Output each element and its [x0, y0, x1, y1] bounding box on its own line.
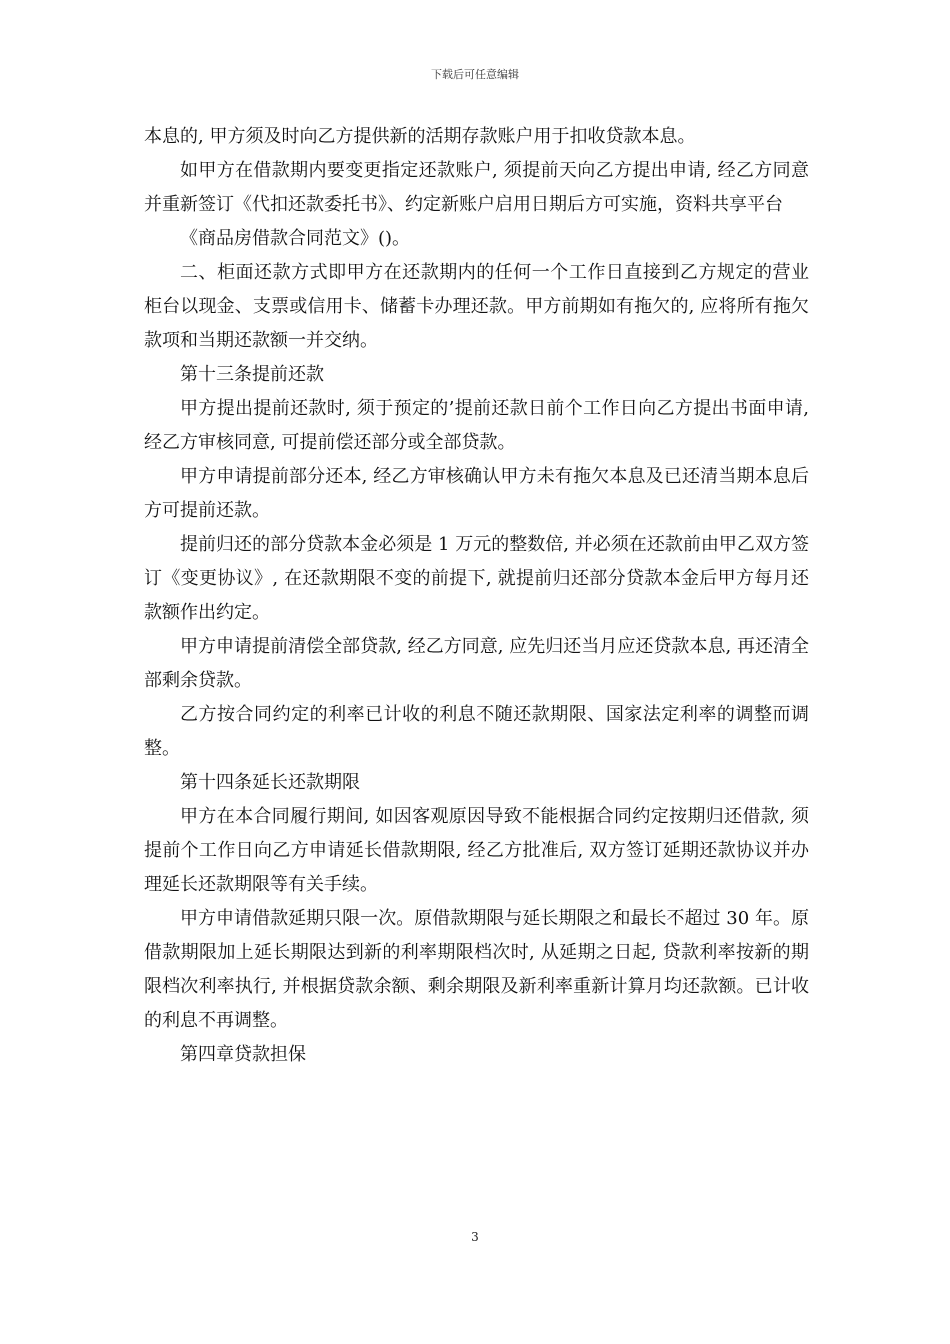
- paragraph-1: 本息的, 甲方须及时向乙方提供新的活期存款账户用于扣收贷款本息。: [144, 126, 696, 147]
- paragraph-12: 甲方在本合同履行期间, 如因客观原因导致不能根据合同约定按期归还借款, 须提前个工作日向乙方申请延长借款期限, 经乙方批准后, 双方签订延期还款协议并办理延长还款期限等有关手续。: [144, 806, 809, 895]
- paragraph-2: 如甲方在借款期内要变更指定还款账户, 须提前天向乙方提出申请, 经乙方同意并重新签订《代扣还款委托书》、约定新账户启用日期后方可实施，资料共享平台: [144, 160, 809, 215]
- chapter-heading-4: 第四章贷款担保: [180, 1044, 306, 1065]
- paragraph-13: 甲方申请借款延期只限一次。原借款期限与延长期限之和最长不超过 30 年。原借款期限加上延长期限达到新的利率期限档次时, 从延期之日起, 贷款利率按新的期限档次利率执行, 并根据贷款余额、剩余期限及新利率重新计算月均还款额。已计收的利息不再调整。: [144, 908, 809, 1031]
- document-body: [144, 120, 809, 1072]
- section-heading-article-14: 第十四条延长还款期限: [180, 772, 360, 793]
- header-note: 下载后可任意编辑: [431, 68, 519, 81]
- paragraph-7: 甲方申请提前部分还本, 经乙方审核确认甲方未有拖欠本息及已还清当期本息后方可提前还款。: [144, 466, 809, 521]
- paragraph-9: 甲方申请提前清偿全部贷款, 经乙方同意, 应先归还当月应还贷款本息, 再还清全部剩余贷款。: [144, 636, 809, 691]
- paragraph-6: 甲方提出提前还款时, 须于预定的’提前还款日前个工作日向乙方提出书面申请, 经乙方审核同意, 可提前偿还部分或全部贷款。: [144, 398, 809, 453]
- section-heading-article-13: 第十三条提前还款: [180, 364, 324, 385]
- paragraph-8: 提前归还的部分贷款本金必须是 1 万元的整数倍, 并必须在还款前由甲乙双方签订《变更协议》, 在还款期限不变的前提下, 就提前归还部分贷款本金后甲方每月还款额作出约定。: [144, 534, 809, 623]
- page-number: 3: [471, 1230, 479, 1244]
- paragraph-4: 二、柜面还款方式即甲方在还款期内的任何一个工作日直接到乙方规定的营业柜台以现金、支票或信用卡、储蓄卡办理还款。甲方前期如有拖欠的, 应将所有拖欠款项和当期还款额一并交纳。: [144, 262, 809, 351]
- paragraph-3: 《商品房借款合同范文》()。: [180, 228, 411, 249]
- paragraph-10: 乙方按合同约定的利率已计收的利息不随还款期限、国家法定利率的调整而调整。: [144, 704, 809, 759]
